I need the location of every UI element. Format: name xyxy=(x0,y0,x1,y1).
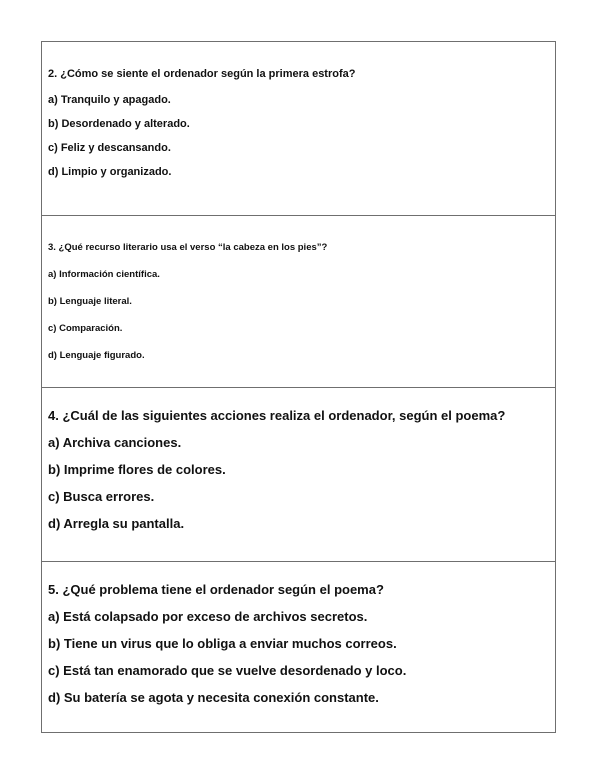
question-3-option-d: d) Lenguaje figurado. xyxy=(48,350,145,361)
question-2-prompt: 2. ¿Cómo se siente el ordenador según la primera estrofa? xyxy=(48,68,356,80)
question-3-option-c: c) Comparación. xyxy=(48,323,123,334)
question-4-option-b: b) Imprime flores de colores. xyxy=(48,462,226,477)
question-4-block xyxy=(42,388,555,562)
question-4-option-a: a) Archiva canciones. xyxy=(48,435,182,450)
question-2-option-a: a) Tranquilo y apagado. xyxy=(48,94,171,106)
question-5-option-b: b) Tiene un virus que lo obliga a enviar muchos correos. xyxy=(48,636,397,651)
question-4-prompt: 4. ¿Cuál de las siguientes acciones realiza el ordenador, según el poema? xyxy=(48,408,506,423)
question-2-option-c: c) Feliz y descansando. xyxy=(48,142,171,154)
question-4-option-d: d) Arregla su pantalla. xyxy=(48,516,185,531)
question-5-option-a: a) Está colapsado por exceso de archivos secretos. xyxy=(48,609,368,624)
question-2-block xyxy=(42,42,555,216)
question-2-option-b: b) Desordenado y alterado. xyxy=(48,118,190,130)
question-5-block xyxy=(42,562,555,734)
worksheet xyxy=(41,41,556,733)
question-3-option-b: b) Lenguaje literal. xyxy=(48,296,132,307)
question-2-option-d: d) Limpio y organizado. xyxy=(48,166,172,178)
question-3-block xyxy=(42,216,555,388)
question-5-prompt: 5. ¿Qué problema tiene el ordenador según el poema? xyxy=(48,582,384,597)
question-4-option-c: c) Busca errores. xyxy=(48,489,155,504)
question-5-option-c: c) Está tan enamorado que se vuelve desordenado y loco. xyxy=(48,663,407,678)
question-5-option-d: d) Su batería se agota y necesita conexión constante. xyxy=(48,690,379,705)
question-3-prompt: 3. ¿Qué recurso literario usa el verso “la cabeza en los pies”? xyxy=(48,242,328,253)
question-3-option-a: a) Información científica. xyxy=(48,269,160,280)
